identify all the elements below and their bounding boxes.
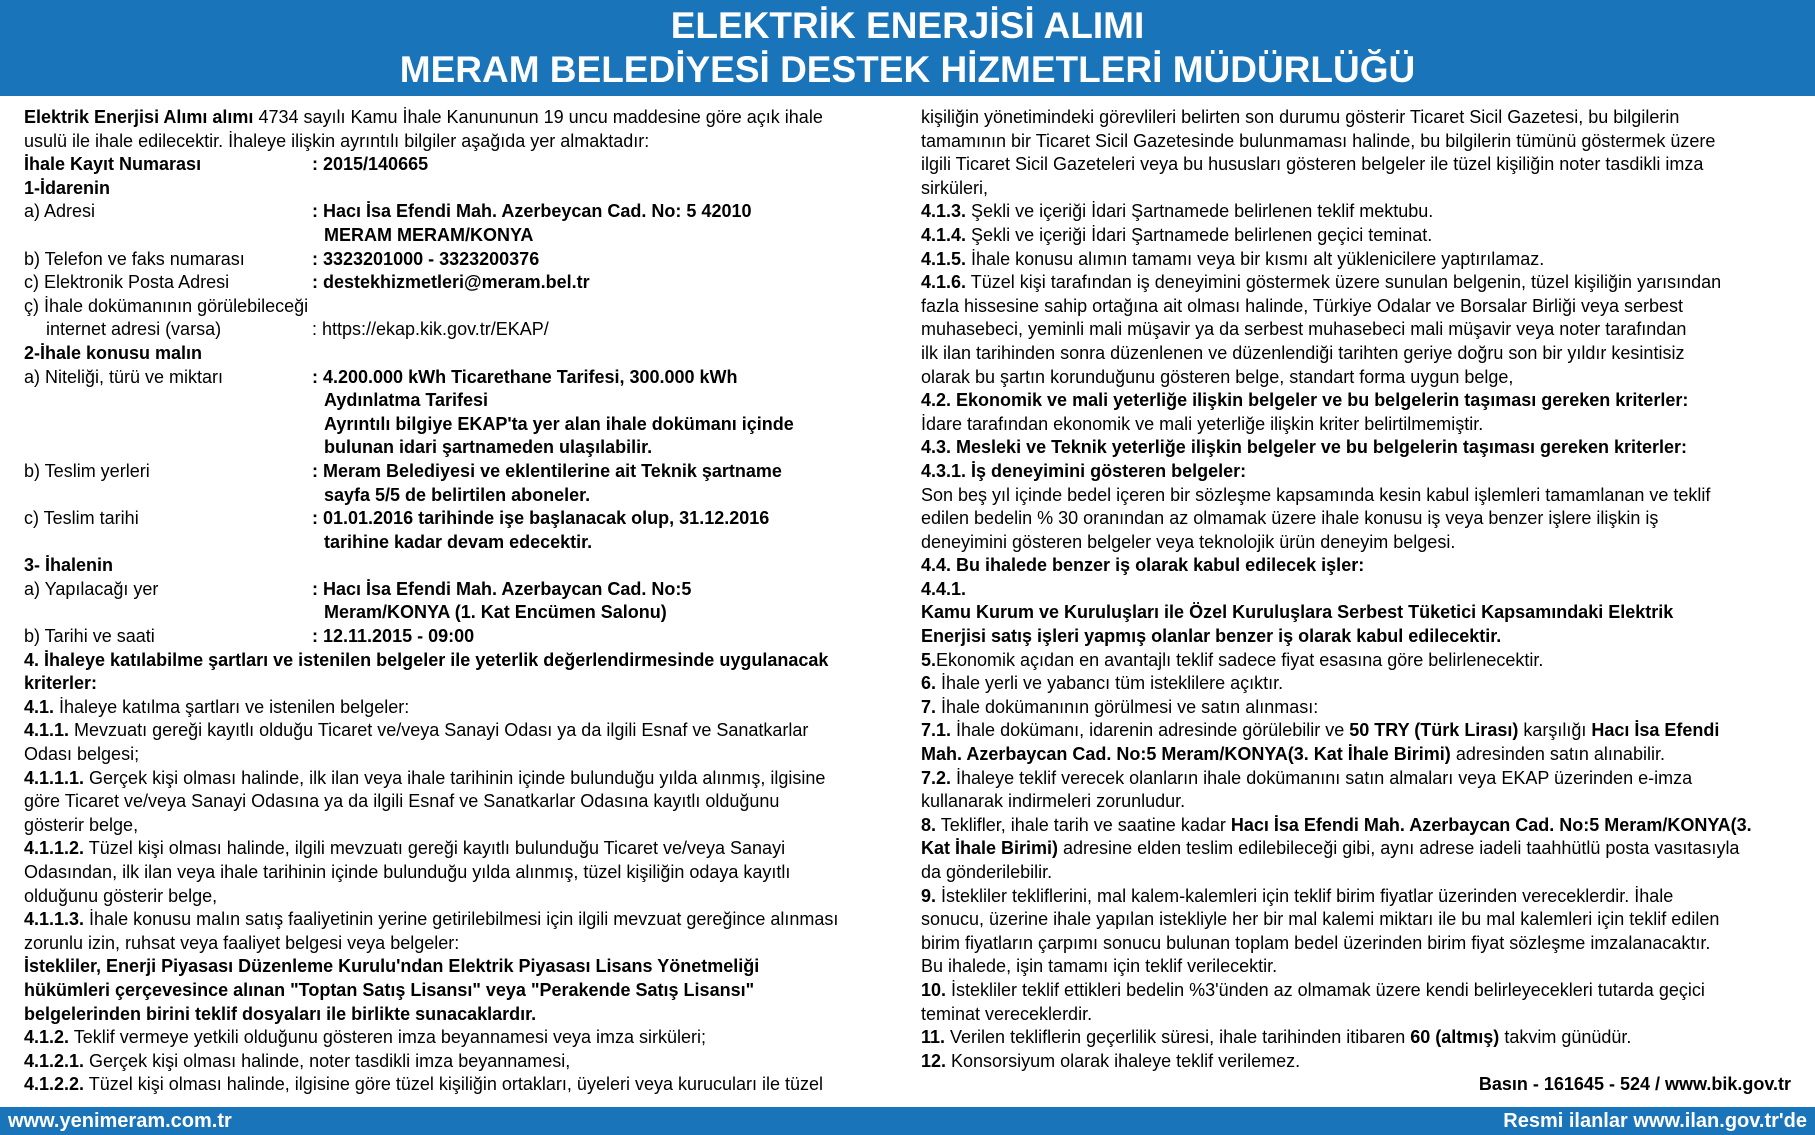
text-line: 10. İstekliler teklif ettikleri bedelin %3'ünden az olmamak üzere kendi belirleyecekleri tutarda geçici	[921, 979, 1705, 1000]
text-line: b) Teslim yerleri : Meram Belediyesi ve eklentilerine ait Teknik şartname	[24, 460, 782, 481]
text-line: İhale Kayıt Numarası : 2015/140665	[24, 154, 429, 175]
section-heading: 4.2. Ekonomik ve mali yeterliğe ilişkin belgeler ve bu belgelerin taşıması gereken kriterler:	[921, 390, 1689, 411]
text-line: Elektrik Enerjisi Alımı alımı 4734 sayılı Kamu İhale Kanununun 19 uncu maddesine göre açık ihale	[24, 107, 823, 127]
text-line: 9. İstekliler tekliflerini, mal kalem-kalemleri için teklif birim fiyatlar üzerinden vereceklerdir. İhale	[921, 885, 1674, 906]
text-line: Odasından, ilk ilan veya ihale tarihinin içinde bulunduğu yılda alınmış, tüzel kişiliğin odaya kayıtlı	[24, 862, 791, 882]
text-line: 5.Ekonomik açıdan en avantajlı teklif sadece fiyat esasına göre belirlenecektir.	[921, 649, 1544, 670]
text-line: sirküleri,	[921, 177, 989, 198]
text-line: tarihine kadar devam edecektir.	[324, 531, 593, 552]
text-line: Meram/KONYA (1. Kat Encümen Salonu)	[324, 602, 667, 623]
header-banner	[0, 0, 1815, 96]
text-line: olarak bu şartın korunduğunu gösteren belge, standart forma uygun belge,	[921, 366, 1514, 387]
text-line: 6. İhale yerli ve yabancı tüm isteklilere açıktır.	[921, 673, 1284, 694]
text-line: Aydınlatma Tarifesi	[324, 390, 489, 411]
footer-bar	[0, 1107, 1815, 1135]
section-heading: 4.3. Mesleki ve Teknik yeterliğe ilişkin belgeler ve bu belgelerin taşıması gereken kriterler:	[921, 437, 1688, 458]
text-line: deneyimini gösteren belgeler veya teknolojik ürün deneyim belgesi.	[921, 531, 1456, 552]
page-title: ELEKTRİK ENERJİSİ ALIMI	[670, 5, 1145, 46]
text-line: tamamının bir Ticaret Sicil Gazetesinde bulunmaması halinde, bu bilgilerin tümünü göstermek üzere	[921, 130, 1716, 151]
text-line: 12. Konsorsiyum olarak ihaleye teklif verilemez.	[921, 1050, 1301, 1071]
text-line: İstekliler, Enerji Piyasası Düzenleme Kurulu'ndan Elektrik Piyasası Lisans Yönetmeliği	[24, 956, 760, 977]
text-line: 4.1.2.1. Gerçek kişi olması halinde, noter tasdikli imza beyannamesi,	[24, 1050, 571, 1071]
text-line: sonucu, üzerine ihale yapılan istekliyle her bir mal kalemi miktarı ile bu mal kalemleri için teklif edilen	[921, 909, 1720, 930]
section-heading: 4.4.1.	[921, 578, 967, 599]
text-line: ilgili Ticaret Sicil Gazeteleri veya bu hususları gösteren belgeler ile tüzel kişiliğin noter tasdikli imza	[921, 154, 1704, 175]
text-line: 4.1.6. Tüzel kişi tarafından iş deneyimini göstermek üzere sunulan belgenin, tüzel kişiliğin yarısından	[921, 272, 1722, 293]
text-line: 4.1. İhaleye katılma şartları ve istenilen belgeler:	[24, 696, 410, 717]
text-line: ç) İhale dokümanının görülebileceği	[24, 295, 309, 316]
text-line: kişiliğin yönetimindeki görevlileri belirten son durumu gösterir Ticaret Sicil Gazetesi, bu bilgilerin	[921, 107, 1680, 127]
text-line: 4.1.1.3. İhale konusu malın satış faaliyetinin yerine getirilebilmesi için ilgili mevzuat gereğince alınması	[24, 909, 839, 930]
text-line: Bu ihalede, işin tamamı için teklif verilecektir.	[921, 956, 1278, 977]
text-line: hükümleri çerçevesince alınan "Toptan Satış Lisansı" veya "Perakende Satış Lisansı"	[24, 979, 755, 1000]
text-line: a) Adresi : Hacı İsa Efendi Mah. Azerbeycan Cad. No: 5 42010	[24, 201, 752, 222]
text-line: 4.1.2. Teklif vermeye yetkili olduğunu gösteren imza beyannamesi veya imza sirküleri;	[24, 1027, 706, 1048]
text-line: a) Niteliği, türü ve miktarı : 4.200.000 kWh Ticarethane Tarifesi, 300.000 kWh	[24, 366, 738, 387]
text-line: ilk ilan tarihinden sonra düzenlenen ve düzenlendiği tarihten geriye doğru son bir yıldır kesintisiz	[921, 342, 1685, 363]
text-line: fazla hissesine sahip ortağına ait olması halinde, Türkiye Odalar ve Borsalar Birliği veya serbest	[921, 295, 1684, 316]
text-line: gösterir belge,	[24, 814, 139, 835]
text-line: usulü ile ihale edilecektir. İhaleye ilişkin ayrıntılı bilgiler aşağıda yer almaktadır:	[24, 130, 650, 151]
text-line: Ayrıntılı bilgiye EKAP'ta yer alan ihale dokümanı içinde	[324, 413, 794, 434]
text-line: Kamu Kurum ve Kuruluşları ile Özel Kuruluşlara Serbest Tüketici Kapsamındaki Elektrik	[921, 602, 1674, 623]
section-heading: 2-İhale konusu malın	[24, 342, 203, 363]
text-line: Mah. Azerbaycan Cad. No:5 Meram/KONYA(3. Kat İhale Birimi) adresinden satın alınabilir.	[921, 744, 1665, 765]
section-heading: 4. İhaleye katılabilme şartları ve istenilen belgeler ile yeterlik değerlendirmesinde uygulanacak	[24, 649, 829, 670]
text-line: göre Ticaret ve/veya Sanayi Odasına ya da ilgili Esnaf ve Sanatkarlar Odasına kayıtlı olduğunu	[24, 791, 780, 812]
text-line: Kat İhale Birimi) adresine elden teslim edilebileceği gibi, aynı adrese iadeli taahhütlü posta vasıtasıyla	[921, 838, 1740, 859]
text-line: 4.1.4. Şekli ve içeriği İdari Şartnamede belirlenen geçici teminat.	[921, 224, 1433, 245]
page-subtitle: MERAM BELEDİYESİ DESTEK HİZMETLERİ MÜDÜRLÜĞÜ	[399, 49, 1416, 90]
text-line: internet adresi (varsa) : https://ekap.kik.gov.tr/EKAP/	[46, 319, 549, 340]
text-line: b) Telefon ve faks numarası : 3323201000 - 3323200376	[24, 248, 540, 269]
text-line: İdare tarafından ekonomik ve mali yeterliğe ilişkin kriter belirtilmemiştir.	[921, 413, 1484, 434]
text-line: belgelerinden birini teklif dosyaları ile birlikte sunacaklardır.	[24, 1003, 537, 1024]
text-line: sayfa 5/5 de belirtilen aboneler.	[324, 484, 591, 505]
text-line: olduğunu gösterir belge,	[24, 885, 218, 906]
text-line: 4.1.3. Şekli ve içeriği İdari Şartnamede belirlenen teklif mektubu.	[921, 201, 1434, 222]
text-line: 4.1.1.1. Gerçek kişi olması halinde, ilk ilan veya ihale tarihinin içinde bulunduğu yılda alınmış, ilgisine	[24, 767, 826, 788]
text-line: a) Yapılacağı yer : Hacı İsa Efendi Mah. Azerbaycan Cad. No:5	[24, 578, 692, 599]
text-line: kullanarak indirmeleri zorunludur.	[921, 791, 1186, 812]
footer-official-notices-link[interactable]: Resmi ilanlar www.ilan.gov.tr'de	[1503, 1110, 1807, 1132]
left-column	[24, 106, 894, 1097]
footer-website-link[interactable]: www.yenimeram.com.tr	[8, 1110, 232, 1132]
press-reference: Basın - 161645 - 524 / www.bik.gov.tr	[1478, 1074, 1791, 1095]
section-heading: 4.3.1. İş deneyimini gösteren belgeler:	[921, 460, 1247, 481]
text-line: 4.1.1. Mevzuatı gereği kayıtlı olduğu Ticaret ve/veya Sanayi Odası ya da ilgili Esnaf ve Sanatkarlar	[24, 720, 809, 741]
text-line: b) Tarihi ve saati : 12.11.2015 - 09:00	[24, 626, 475, 647]
text-line: Son beş yıl içinde bedel içeren bir sözleşme kapsamında kesin kabul işlemleri tamamlanan ve teklif	[921, 484, 1711, 505]
text-line: 7.1. İhale dokümanı, idarenin adresinde görülebilir ve 50 TRY (Türk Lirası) karşılığı Hacı İsa Efendi	[921, 720, 1720, 741]
text-line: 4.1.2.2. Tüzel kişi olması halinde, ilgisine göre tüzel kişiliğin ortakları, üyeleri veya kurucuları ile tüzel	[24, 1074, 824, 1095]
text-line: c) Elektronik Posta Adresi : destekhizmetleri@meram.bel.tr	[24, 272, 590, 293]
text-line: 7. İhale dokümanının görülmesi ve satın alınması:	[921, 696, 1319, 717]
text-line: 4.1.5. İhale konusu alımın tamamı veya bir kısmı alt yüklenicilere yaptırılamaz.	[921, 248, 1545, 269]
text-line: 11. Verilen tekliflerin geçerlilik süresi, ihale tarihinden itibaren 60 (altmış) takvim günüdür.	[921, 1027, 1632, 1048]
section-heading: kriterler:	[24, 673, 98, 694]
right-column	[921, 106, 1791, 1097]
section-heading: 1-İdarenin	[24, 177, 111, 198]
text-line: 4.1.1.2. Tüzel kişi olması halinde, ilgili mevzuatı gereği kayıtlı bulunduğu Ticaret ve/veya Sanayi	[24, 838, 786, 859]
text-line: Odası belgesi;	[24, 744, 140, 765]
text-line: zorunlu izin, ruhsat veya faaliyet belgesi veya belgeler:	[24, 932, 460, 953]
text-line: edilen bedelin % 30 oranından az olmamak üzere ihale konusu iş veya benzer işlere ilişkin iş	[921, 508, 1659, 529]
text-line: teminat vereceklerdir.	[921, 1003, 1093, 1024]
text-line: 7.2. İhaleye teklif verecek olanların ihale dokümanını satın almaları veya EKAP üzerinden e-imza	[921, 767, 1693, 788]
text-line: c) Teslim tarihi : 01.01.2016 tarihinde işe başlanacak olup, 31.12.2016	[24, 508, 770, 529]
text-line: birim fiyatların çarpımı sonucu bulunan toplam bedel üzerinden birim fiyat sözleşme imzalanacaktır.	[921, 932, 1711, 953]
text-line: Enerjisi satış işleri yapmış olanlar benzer iş olarak kabul edilecektir.	[921, 626, 1502, 647]
text-line: MERAM MERAM/KONYA	[324, 224, 534, 245]
text-line: bulunan idari şartnameden ulaşılabilir.	[324, 437, 653, 458]
text-line: muhasebeci, yeminli mali müşavir ya da serbest muhasebeci mali müşavir veya noter tarafından	[921, 319, 1687, 340]
text-line: 8. Teklifler, ihale tarih ve saatine kadar Hacı İsa Efendi Mah. Azerbaycan Cad. No:5 Meram/KONYA(3.	[921, 814, 1752, 835]
section-heading: 3- İhalenin	[24, 555, 114, 576]
section-heading: 4.4. Bu ihalede benzer iş olarak kabul edilecek işler:	[921, 555, 1365, 576]
text-line: da gönderilebilir.	[921, 862, 1053, 882]
